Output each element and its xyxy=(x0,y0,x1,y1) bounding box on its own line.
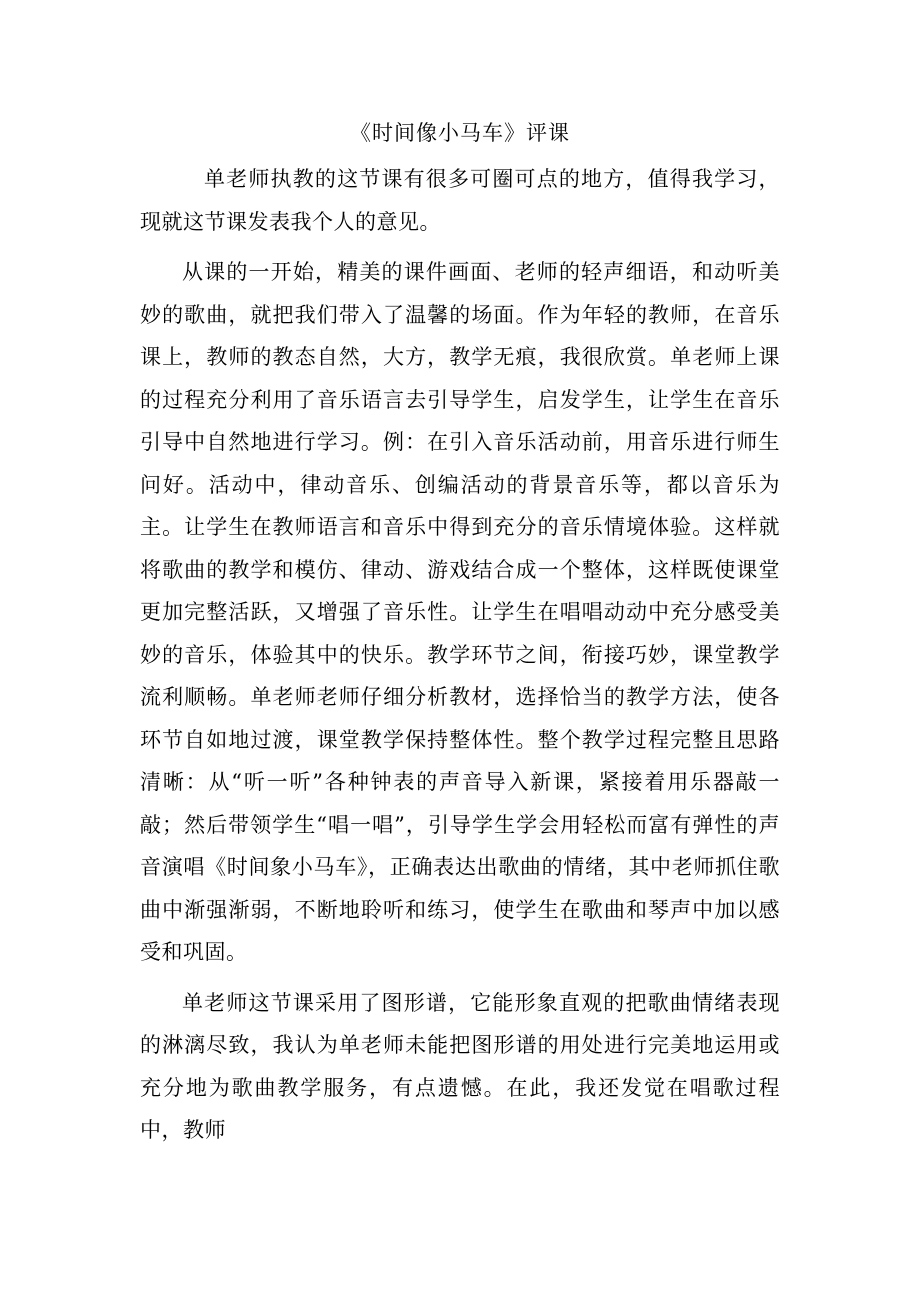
document-page xyxy=(140,118,780,1160)
paragraph-critique: 单老师这节课采用了图形谱，它能形象直观的把歌曲情绪表现的淋漓尽致，我认为单老师未能把图形谱的用处进行完美地运用或充分地为歌曲教学服务，有点遗憾。在此，我还发觉在唱歌过程中，教师 xyxy=(140,990,780,1142)
paragraph-body: 从课的一开始，精美的课件画面、老师的轻声细语，和动听美妙的歌曲，就把我们带入了温馨的场面。作为年轻的教师，在音乐课上，教师的教态自然，大方，教学无痕，我很欣赏。单老师上课的过程充分利用了音乐语言去引导学生，启发学生，让学生在音乐引导中自然地进行学习。例：在引入音乐活动前，用音乐进行师生问好。活动中，律动音乐、创编活动的背景音乐等，都以音乐为主。让学生在教师语言和音乐中得到充分的音乐情境体验。这样就将歌曲的教学和模仿、律动、游戏结合成一个整体，这样既使课堂更加完整活跃，又增强了音乐性。让学生在唱唱动动中充分感受美妙的音乐，体验其中的快乐。教学环节之间，衔接巧妙，课堂教学流利顺畅。单老师老师仔细分析教材，选择恰当的教学方法，使各环节自如地过渡，课堂教学保持整体性。整个教学过程完整且思路清晰：从“听一听”各种钟表的声音导入新课，紧接着用乐器敲一敲；然后带领学生“唱一唱”，引导学生学会用轻松而富有弹性的声音演唱《时间象小马车》，正确表达出歌曲的情绪，其中老师抓住歌曲中渐强渐弱，不断地聆听和练习，使学生在歌曲和琴声中加以感受和巩固。 xyxy=(140,260,780,964)
paragraph-intro: 单老师执教的这节课有很多可圈可点的地方，值得我学习，现就这节课发表我个人的意见。 xyxy=(140,167,780,234)
document-title: 《时间像小马车》评课 xyxy=(350,121,570,145)
